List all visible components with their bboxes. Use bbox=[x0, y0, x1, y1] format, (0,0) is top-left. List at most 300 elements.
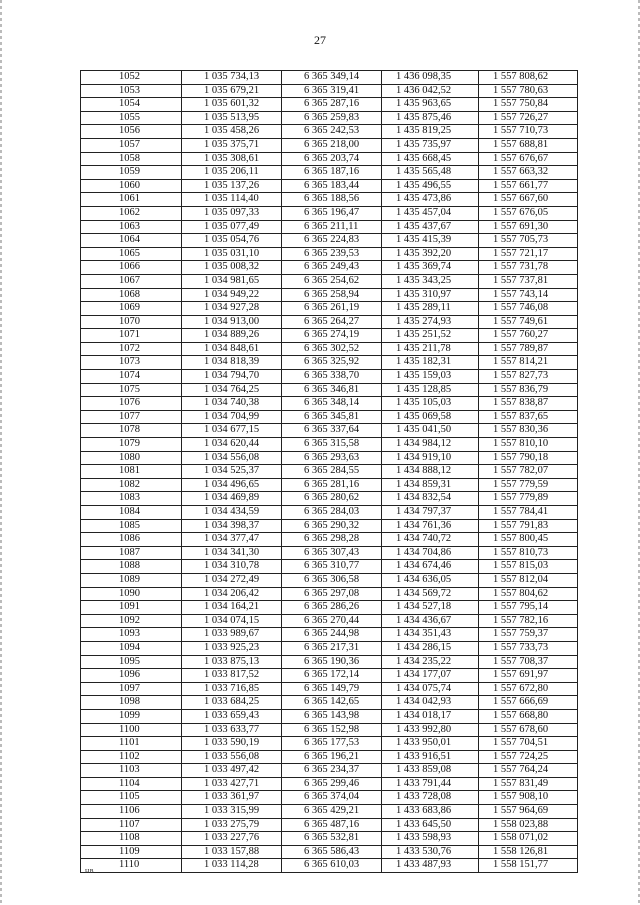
y2-cell: 1 557 688,81 bbox=[479, 138, 578, 152]
y1-cell: 6 365 338,70 bbox=[282, 370, 382, 384]
table-row bbox=[81, 465, 578, 479]
x2-cell: 1 434 018,17 bbox=[382, 709, 479, 723]
x1-cell: 1 034 927,28 bbox=[182, 302, 282, 316]
table-row bbox=[81, 601, 578, 615]
table-row bbox=[81, 818, 578, 832]
point-number-cell: 1062 bbox=[81, 206, 182, 220]
y1-cell: 6 365 287,16 bbox=[282, 98, 382, 112]
table-row bbox=[81, 206, 578, 220]
y1-cell: 6 365 224,83 bbox=[282, 234, 382, 248]
point-number-cell: 1091 bbox=[81, 601, 182, 615]
table-row bbox=[81, 655, 578, 669]
x2-cell: 1 435 289,11 bbox=[382, 302, 479, 316]
point-number-cell: 1075 bbox=[81, 383, 182, 397]
x1-cell: 1 034 620,44 bbox=[182, 438, 282, 452]
point-number-cell: 1068 bbox=[81, 288, 182, 302]
x1-cell: 1 035 097,33 bbox=[182, 206, 282, 220]
y2-cell: 1 557 667,60 bbox=[479, 193, 578, 207]
table-row bbox=[81, 438, 578, 452]
point-number-cell: 1063 bbox=[81, 220, 182, 234]
y2-cell: 1 557 812,04 bbox=[479, 573, 578, 587]
y2-cell: 1 557 749,61 bbox=[479, 315, 578, 329]
table-row bbox=[81, 302, 578, 316]
y2-cell: 1 557 830,36 bbox=[479, 424, 578, 438]
y1-cell: 6 365 188,56 bbox=[282, 193, 382, 207]
point-number-cell: 1095 bbox=[81, 655, 182, 669]
y1-cell: 6 365 286,26 bbox=[282, 601, 382, 615]
y1-cell: 6 365 310,77 bbox=[282, 560, 382, 574]
x2-cell: 1 434 832,54 bbox=[382, 492, 479, 506]
point-number-cell: 1102 bbox=[81, 750, 182, 764]
x1-cell: 1 034 981,65 bbox=[182, 274, 282, 288]
y1-cell: 6 365 258,94 bbox=[282, 288, 382, 302]
point-number-cell: 1088 bbox=[81, 560, 182, 574]
table-row bbox=[81, 506, 578, 520]
x2-cell: 1 435 668,45 bbox=[382, 152, 479, 166]
x2-cell: 1 435 496,55 bbox=[382, 179, 479, 193]
x2-cell: 1 435 369,74 bbox=[382, 261, 479, 275]
y2-cell: 1 557 708,37 bbox=[479, 655, 578, 669]
y1-cell: 6 365 346,81 bbox=[282, 383, 382, 397]
y2-cell: 1 557 964,69 bbox=[479, 805, 578, 819]
coordinates-table-body bbox=[81, 71, 578, 873]
point-number-cell: 1108 bbox=[81, 832, 182, 846]
table-row bbox=[81, 614, 578, 628]
table-row bbox=[81, 546, 578, 560]
x2-cell: 1 435 875,46 bbox=[382, 111, 479, 125]
y1-cell: 6 365 284,55 bbox=[282, 465, 382, 479]
x2-cell: 1 434 674,46 bbox=[382, 560, 479, 574]
x2-cell: 1 433 992,80 bbox=[382, 723, 479, 737]
x1-cell: 1 035 031,10 bbox=[182, 247, 282, 261]
y1-cell: 6 365 532,81 bbox=[282, 832, 382, 846]
x1-cell: 1 034 704,99 bbox=[182, 410, 282, 424]
x2-cell: 1 435 182,31 bbox=[382, 356, 479, 370]
table-row bbox=[81, 329, 578, 343]
table-row bbox=[81, 84, 578, 98]
point-number-cell: 1099 bbox=[81, 709, 182, 723]
table-row bbox=[81, 370, 578, 384]
table-row bbox=[81, 791, 578, 805]
point-number-cell: 1066 bbox=[81, 261, 182, 275]
x2-cell: 1 435 343,25 bbox=[382, 274, 479, 288]
x2-cell: 1 434 351,43 bbox=[382, 628, 479, 642]
table-row bbox=[81, 777, 578, 791]
table-row bbox=[81, 247, 578, 261]
table-row bbox=[81, 71, 578, 85]
y1-cell: 6 365 302,52 bbox=[282, 342, 382, 356]
y1-cell: 6 365 259,83 bbox=[282, 111, 382, 125]
y1-cell: 6 365 244,98 bbox=[282, 628, 382, 642]
x1-cell: 1 034 398,37 bbox=[182, 519, 282, 533]
y2-cell: 1 558 071,02 bbox=[479, 832, 578, 846]
y1-cell: 6 365 293,63 bbox=[282, 451, 382, 465]
table-row bbox=[81, 533, 578, 547]
table-row bbox=[81, 451, 578, 465]
x2-cell: 1 435 159,03 bbox=[382, 370, 479, 384]
y2-cell: 1 557 731,78 bbox=[479, 261, 578, 275]
point-number-cell: 1056 bbox=[81, 125, 182, 139]
y1-cell: 6 365 177,53 bbox=[282, 737, 382, 751]
y1-cell: 6 365 297,08 bbox=[282, 587, 382, 601]
x2-cell: 1 435 105,03 bbox=[382, 397, 479, 411]
point-number-cell: 1101 bbox=[81, 737, 182, 751]
point-number-cell: 1098 bbox=[81, 696, 182, 710]
y2-cell: 1 557 810,10 bbox=[479, 438, 578, 452]
x1-cell: 1 035 137,26 bbox=[182, 179, 282, 193]
table-row bbox=[81, 750, 578, 764]
x1-cell: 1 035 679,21 bbox=[182, 84, 282, 98]
table-row bbox=[81, 492, 578, 506]
point-number-cell: 1052 bbox=[81, 71, 182, 85]
table-row bbox=[81, 587, 578, 601]
x1-cell: 1 033 875,13 bbox=[182, 655, 282, 669]
y2-cell: 1 557 726,27 bbox=[479, 111, 578, 125]
x1-cell: 1 034 206,42 bbox=[182, 587, 282, 601]
x1-cell: 1 034 949,22 bbox=[182, 288, 282, 302]
y1-cell: 6 365 190,36 bbox=[282, 655, 382, 669]
table-row bbox=[81, 111, 578, 125]
x1-cell: 1 035 458,26 bbox=[182, 125, 282, 139]
table-row bbox=[81, 220, 578, 234]
x1-cell: 1 033 925,23 bbox=[182, 641, 282, 655]
y2-cell: 1 557 764,24 bbox=[479, 764, 578, 778]
point-number-cell: 1094 bbox=[81, 641, 182, 655]
y2-cell: 1 557 672,80 bbox=[479, 682, 578, 696]
x2-cell: 1 434 704,86 bbox=[382, 546, 479, 560]
point-number-cell: 1053 bbox=[81, 84, 182, 98]
x1-cell: 1 033 590,19 bbox=[182, 737, 282, 751]
x2-cell: 1 433 598,93 bbox=[382, 832, 479, 846]
point-number-cell: 1085 bbox=[81, 519, 182, 533]
table-row bbox=[81, 193, 578, 207]
y1-cell: 6 365 349,14 bbox=[282, 71, 382, 85]
x1-cell: 1 033 361,97 bbox=[182, 791, 282, 805]
y1-cell: 6 365 281,16 bbox=[282, 478, 382, 492]
y1-cell: 6 365 264,27 bbox=[282, 315, 382, 329]
x1-cell: 1 035 077,49 bbox=[182, 220, 282, 234]
point-number-cell: 1089 bbox=[81, 573, 182, 587]
x1-cell: 1 034 525,37 bbox=[182, 465, 282, 479]
x1-cell: 1 033 227,76 bbox=[182, 832, 282, 846]
y2-cell: 1 557 808,62 bbox=[479, 71, 578, 85]
y2-cell: 1 557 724,25 bbox=[479, 750, 578, 764]
x1-cell: 1 033 427,71 bbox=[182, 777, 282, 791]
y2-cell: 1 557 661,77 bbox=[479, 179, 578, 193]
table-row bbox=[81, 723, 578, 737]
point-number-cell: 1090 bbox=[81, 587, 182, 601]
table-row bbox=[81, 356, 578, 370]
x2-cell: 1 435 274,93 bbox=[382, 315, 479, 329]
x2-cell: 1 435 310,97 bbox=[382, 288, 479, 302]
y1-cell: 6 365 274,19 bbox=[282, 329, 382, 343]
x1-cell: 1 034 341,30 bbox=[182, 546, 282, 560]
table-row bbox=[81, 342, 578, 356]
point-number-cell: 1065 bbox=[81, 247, 182, 261]
point-number-cell: 1093 bbox=[81, 628, 182, 642]
x2-cell: 1 435 251,52 bbox=[382, 329, 479, 343]
y2-cell: 1 557 779,89 bbox=[479, 492, 578, 506]
y1-cell: 6 365 429,21 bbox=[282, 805, 382, 819]
y1-cell: 6 365 172,14 bbox=[282, 669, 382, 683]
table-row bbox=[81, 234, 578, 248]
coordinates-table bbox=[80, 70, 578, 873]
x2-cell: 1 434 636,05 bbox=[382, 573, 479, 587]
y1-cell: 6 365 254,62 bbox=[282, 274, 382, 288]
scan-edge-left bbox=[0, 0, 2, 905]
x1-cell: 1 033 684,25 bbox=[182, 696, 282, 710]
x2-cell: 1 434 286,15 bbox=[382, 641, 479, 655]
point-number-cell: 1087 bbox=[81, 546, 182, 560]
table-row bbox=[81, 274, 578, 288]
point-number-cell: 1107 bbox=[81, 818, 182, 832]
table-row bbox=[81, 478, 578, 492]
x1-cell: 1 035 308,61 bbox=[182, 152, 282, 166]
table-row bbox=[81, 519, 578, 533]
y2-cell: 1 557 814,21 bbox=[479, 356, 578, 370]
y1-cell: 6 365 298,28 bbox=[282, 533, 382, 547]
y2-cell: 1 557 759,37 bbox=[479, 628, 578, 642]
point-number-cell: 1103 bbox=[81, 764, 182, 778]
x1-cell: 1 034 272,49 bbox=[182, 573, 282, 587]
table-row bbox=[81, 709, 578, 723]
x2-cell: 1 435 211,78 bbox=[382, 342, 479, 356]
table-row bbox=[81, 682, 578, 696]
table-row bbox=[81, 573, 578, 587]
x2-cell: 1 434 436,67 bbox=[382, 614, 479, 628]
y2-cell: 1 557 831,49 bbox=[479, 777, 578, 791]
x2-cell: 1 433 645,50 bbox=[382, 818, 479, 832]
x1-cell: 1 033 157,88 bbox=[182, 845, 282, 859]
point-number-cell: 1058 bbox=[81, 152, 182, 166]
table-row bbox=[81, 397, 578, 411]
y1-cell: 6 365 152,98 bbox=[282, 723, 382, 737]
y2-cell: 1 557 705,73 bbox=[479, 234, 578, 248]
x1-cell: 1 034 818,39 bbox=[182, 356, 282, 370]
point-number-cell: 1083 bbox=[81, 492, 182, 506]
y2-cell: 1 557 782,07 bbox=[479, 465, 578, 479]
x2-cell: 1 434 888,12 bbox=[382, 465, 479, 479]
point-number-cell: 1086 bbox=[81, 533, 182, 547]
y2-cell: 1 557 790,18 bbox=[479, 451, 578, 465]
point-number-cell: 1106 bbox=[81, 805, 182, 819]
x1-cell: 1 033 659,43 bbox=[182, 709, 282, 723]
x2-cell: 1 434 235,22 bbox=[382, 655, 479, 669]
x1-cell: 1 033 633,77 bbox=[182, 723, 282, 737]
point-number-cell: 1067 bbox=[81, 274, 182, 288]
table-row bbox=[81, 410, 578, 424]
y2-cell: 1 557 837,65 bbox=[479, 410, 578, 424]
y1-cell: 6 365 239,53 bbox=[282, 247, 382, 261]
y2-cell: 1 557 804,62 bbox=[479, 587, 578, 601]
point-number-cell: 1097 bbox=[81, 682, 182, 696]
y2-cell: 1 557 908,10 bbox=[479, 791, 578, 805]
x2-cell: 1 435 473,86 bbox=[382, 193, 479, 207]
point-number-cell: 1081 bbox=[81, 465, 182, 479]
x1-cell: 1 035 734,13 bbox=[182, 71, 282, 85]
point-number-cell: 1059 bbox=[81, 166, 182, 180]
y1-cell: 6 365 487,16 bbox=[282, 818, 382, 832]
table-row bbox=[81, 261, 578, 275]
y2-cell: 1 557 789,87 bbox=[479, 342, 578, 356]
point-number-cell: 1074 bbox=[81, 370, 182, 384]
x1-cell: 1 034 496,65 bbox=[182, 478, 282, 492]
y2-cell: 1 557 784,41 bbox=[479, 506, 578, 520]
y2-cell: 1 558 023,88 bbox=[479, 818, 578, 832]
y1-cell: 6 365 345,81 bbox=[282, 410, 382, 424]
x2-cell: 1 435 437,67 bbox=[382, 220, 479, 234]
x1-cell: 1 035 513,95 bbox=[182, 111, 282, 125]
table-row bbox=[81, 859, 578, 873]
table-row bbox=[81, 383, 578, 397]
table-row bbox=[81, 696, 578, 710]
y2-cell: 1 557 815,03 bbox=[479, 560, 578, 574]
x1-cell: 1 033 716,85 bbox=[182, 682, 282, 696]
x2-cell: 1 435 415,39 bbox=[382, 234, 479, 248]
table-row bbox=[81, 641, 578, 655]
y2-cell: 1 557 733,73 bbox=[479, 641, 578, 655]
y2-cell: 1 557 782,16 bbox=[479, 614, 578, 628]
x2-cell: 1 435 128,85 bbox=[382, 383, 479, 397]
x2-cell: 1 433 487,93 bbox=[382, 859, 479, 873]
x1-cell: 1 034 794,70 bbox=[182, 370, 282, 384]
y2-cell: 1 557 663,32 bbox=[479, 166, 578, 180]
point-number-cell: 1071 bbox=[81, 329, 182, 343]
y1-cell: 6 365 610,03 bbox=[282, 859, 382, 873]
y2-cell: 1 557 791,83 bbox=[479, 519, 578, 533]
y2-cell: 1 557 737,81 bbox=[479, 274, 578, 288]
x2-cell: 1 435 457,04 bbox=[382, 206, 479, 220]
point-number-cell: 1072 bbox=[81, 342, 182, 356]
x2-cell: 1 433 950,01 bbox=[382, 737, 479, 751]
y1-cell: 6 365 211,11 bbox=[282, 220, 382, 234]
x1-cell: 1 034 764,25 bbox=[182, 383, 282, 397]
x2-cell: 1 435 392,20 bbox=[382, 247, 479, 261]
point-number-cell: 1070 bbox=[81, 315, 182, 329]
x1-cell: 1 034 469,89 bbox=[182, 492, 282, 506]
y2-cell: 1 557 827,73 bbox=[479, 370, 578, 384]
x1-cell: 1 033 275,79 bbox=[182, 818, 282, 832]
y1-cell: 6 365 348,14 bbox=[282, 397, 382, 411]
y1-cell: 6 365 315,58 bbox=[282, 438, 382, 452]
x2-cell: 1 433 728,08 bbox=[382, 791, 479, 805]
y1-cell: 6 365 586,43 bbox=[282, 845, 382, 859]
point-number-cell: 1079 bbox=[81, 438, 182, 452]
y1-cell: 6 365 307,43 bbox=[282, 546, 382, 560]
x2-cell: 1 433 859,08 bbox=[382, 764, 479, 778]
table-row bbox=[81, 628, 578, 642]
y1-cell: 6 365 319,41 bbox=[282, 84, 382, 98]
y1-cell: 6 365 270,44 bbox=[282, 614, 382, 628]
y1-cell: 6 365 142,65 bbox=[282, 696, 382, 710]
x1-cell: 1 035 054,76 bbox=[182, 234, 282, 248]
point-number-cell: 1078 bbox=[81, 424, 182, 438]
y2-cell: 1 557 810,73 bbox=[479, 546, 578, 560]
x1-cell: 1 033 497,42 bbox=[182, 764, 282, 778]
x1-cell: 1 035 206,11 bbox=[182, 166, 282, 180]
y1-cell: 6 365 203,74 bbox=[282, 152, 382, 166]
y1-cell: 6 365 306,58 bbox=[282, 573, 382, 587]
point-number-cell: 1109 bbox=[81, 845, 182, 859]
table-row bbox=[81, 125, 578, 139]
x2-cell: 1 434 527,18 bbox=[382, 601, 479, 615]
table-row bbox=[81, 669, 578, 683]
x2-cell: 1 434 177,07 bbox=[382, 669, 479, 683]
table-row bbox=[81, 288, 578, 302]
x2-cell: 1 434 761,36 bbox=[382, 519, 479, 533]
x1-cell: 1 034 310,78 bbox=[182, 560, 282, 574]
x1-cell: 1 034 434,59 bbox=[182, 506, 282, 520]
x1-cell: 1 035 008,32 bbox=[182, 261, 282, 275]
y1-cell: 6 365 374,04 bbox=[282, 791, 382, 805]
x2-cell: 1 434 569,72 bbox=[382, 587, 479, 601]
x1-cell: 1 035 601,32 bbox=[182, 98, 282, 112]
point-number-cell: 1054 bbox=[81, 98, 182, 112]
table-row bbox=[81, 832, 578, 846]
point-number-cell: 1100 bbox=[81, 723, 182, 737]
y2-cell: 1 557 710,73 bbox=[479, 125, 578, 139]
x1-cell: 1 034 164,21 bbox=[182, 601, 282, 615]
y1-cell: 6 365 187,16 bbox=[282, 166, 382, 180]
y2-cell: 1 557 779,59 bbox=[479, 478, 578, 492]
table-row bbox=[81, 179, 578, 193]
point-number-cell: 1064 bbox=[81, 234, 182, 248]
x2-cell: 1 435 565,48 bbox=[382, 166, 479, 180]
y2-cell: 1 557 795,14 bbox=[479, 601, 578, 615]
x1-cell: 1 035 375,71 bbox=[182, 138, 282, 152]
y1-cell: 6 365 183,44 bbox=[282, 179, 382, 193]
x2-cell: 1 434 859,31 bbox=[382, 478, 479, 492]
y2-cell: 1 557 691,30 bbox=[479, 220, 578, 234]
y1-cell: 6 365 261,19 bbox=[282, 302, 382, 316]
x2-cell: 1 435 963,65 bbox=[382, 98, 479, 112]
x2-cell: 1 434 797,37 bbox=[382, 506, 479, 520]
y1-cell: 6 365 299,46 bbox=[282, 777, 382, 791]
y1-cell: 6 365 242,53 bbox=[282, 125, 382, 139]
x1-cell: 1 034 913,00 bbox=[182, 315, 282, 329]
y1-cell: 6 365 218,00 bbox=[282, 138, 382, 152]
x1-cell: 1 033 556,08 bbox=[182, 750, 282, 764]
y1-cell: 6 365 149,79 bbox=[282, 682, 382, 696]
y2-cell: 1 558 151,77 bbox=[479, 859, 578, 873]
y1-cell: 6 365 217,31 bbox=[282, 641, 382, 655]
x2-cell: 1 434 984,12 bbox=[382, 438, 479, 452]
point-number-cell: 1060 bbox=[81, 179, 182, 193]
y2-cell: 1 557 780,63 bbox=[479, 84, 578, 98]
y2-cell: 1 557 676,67 bbox=[479, 152, 578, 166]
y2-cell: 1 557 836,79 bbox=[479, 383, 578, 397]
x1-cell: 1 033 989,67 bbox=[182, 628, 282, 642]
x1-cell: 1 035 114,40 bbox=[182, 193, 282, 207]
x2-cell: 1 435 069,58 bbox=[382, 410, 479, 424]
point-number-cell: 1057 bbox=[81, 138, 182, 152]
x1-cell: 1 034 556,08 bbox=[182, 451, 282, 465]
table-row bbox=[81, 424, 578, 438]
x2-cell: 1 434 740,72 bbox=[382, 533, 479, 547]
point-number-cell: 1077 bbox=[81, 410, 182, 424]
point-number-cell: 1061 bbox=[81, 193, 182, 207]
y1-cell: 6 365 325,92 bbox=[282, 356, 382, 370]
y1-cell: 6 365 234,37 bbox=[282, 764, 382, 778]
x2-cell: 1 435 819,25 bbox=[382, 125, 479, 139]
table-row bbox=[81, 737, 578, 751]
y1-cell: 6 365 337,64 bbox=[282, 424, 382, 438]
x1-cell: 1 034 074,15 bbox=[182, 614, 282, 628]
page-number: 27 bbox=[314, 33, 326, 47]
point-number-cell: 1076 bbox=[81, 397, 182, 411]
table-row bbox=[81, 845, 578, 859]
x2-cell: 1 433 916,51 bbox=[382, 750, 479, 764]
